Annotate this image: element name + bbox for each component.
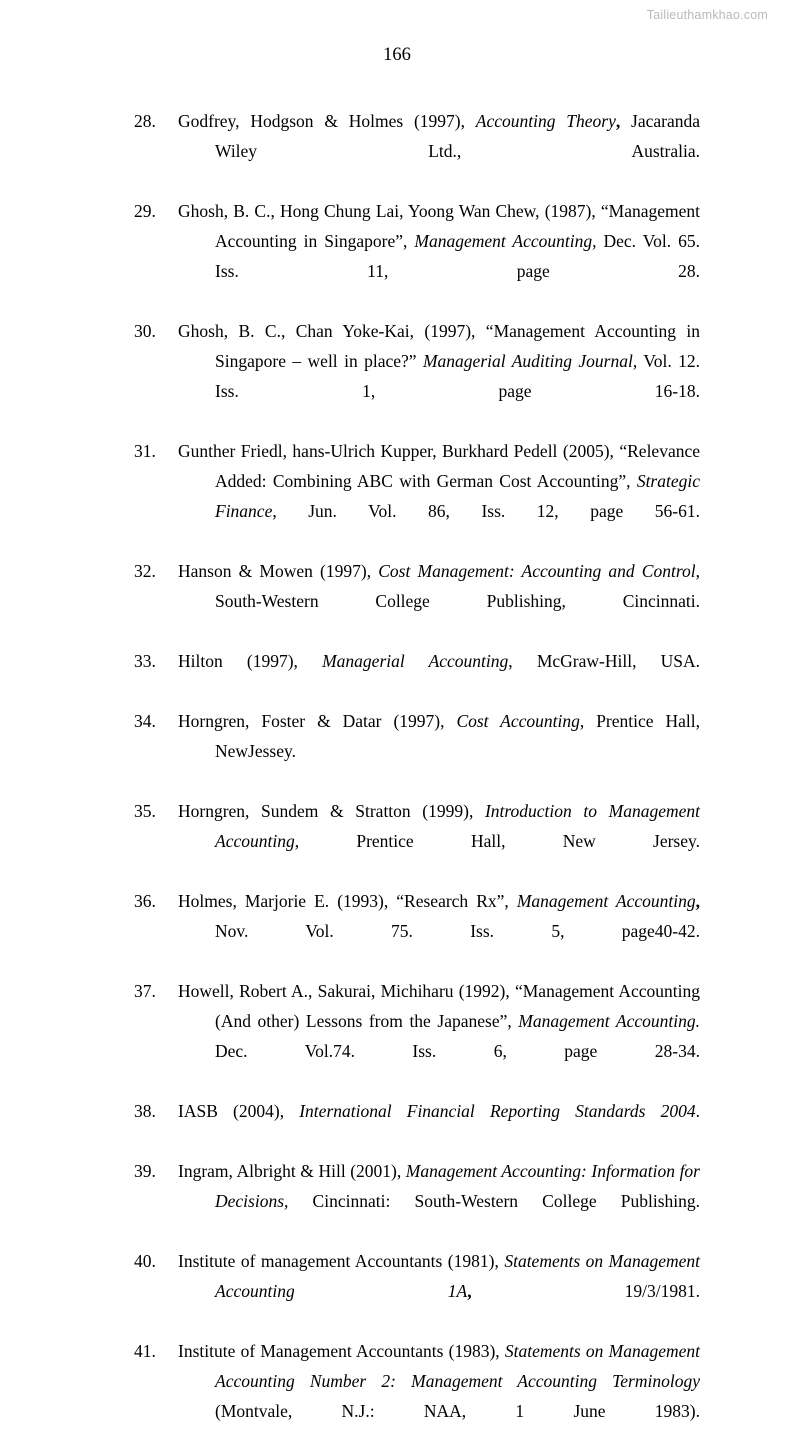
reference-entry bbox=[134, 106, 700, 196]
reference-text-segment: Statements on Management Accounting 1A bbox=[215, 1251, 700, 1301]
reference-text-segment: Cost Management: Accounting and Control bbox=[378, 561, 696, 581]
reference-text-segment: Godfrey, Hodgson & Holmes (1997), bbox=[178, 111, 476, 131]
reference-text-segment: Hilton (1997), bbox=[178, 651, 323, 671]
reference-text-segment: Management Accounting, bbox=[414, 231, 597, 251]
reference-number: 39. bbox=[134, 1161, 156, 1181]
reference-text-segment: Managerial Auditing Journal bbox=[422, 351, 633, 371]
reference-text-segment: Hanson & Mowen (1997), bbox=[178, 561, 379, 581]
reference-number: 38. bbox=[134, 1101, 156, 1121]
reference-text-segment: , South-Western College Publishing, Cincinnati. bbox=[215, 561, 700, 611]
reference-text bbox=[178, 1246, 700, 1336]
reference-text bbox=[178, 646, 700, 706]
reference-text-segment: Gunther Friedl, hans-Ulrich Kupper, Burkhard Pedell (2005), “Relevance Added: Combining ABC with German Cost Accounting”, bbox=[178, 441, 700, 491]
reference-number: 33. bbox=[134, 651, 156, 671]
reference-text bbox=[178, 886, 700, 976]
reference-number: 35. bbox=[134, 801, 156, 821]
reference-number: 29. bbox=[134, 201, 156, 221]
reference-text-segment: Institute of Management Accountants (1983), bbox=[178, 1341, 505, 1361]
reference-entry bbox=[134, 796, 700, 886]
reference-text-segment: Nov. Vol. 75. Iss. 5, page40-42. bbox=[215, 921, 700, 941]
reference-number: 31. bbox=[134, 441, 156, 461]
reference-text bbox=[178, 106, 700, 196]
reference-text-segment: , Prentice Hall, New Jersey. bbox=[294, 831, 700, 851]
reference-text-segment: . bbox=[695, 1101, 700, 1121]
reference-text-segment: Ghosh, B. C., Hong Chung Lai, Yoong Wan Chew, (1987), “Management Accounting in Singapore”, bbox=[178, 201, 700, 251]
reference-text-segment: , Jun. Vol. 86, Iss. 12, page 56-61. bbox=[272, 501, 700, 521]
reference-text-segment: , bbox=[467, 1281, 472, 1301]
reference-text-segment: , Prentice Hall, NewJessey. bbox=[215, 711, 700, 761]
reference-entry bbox=[134, 976, 700, 1096]
reference-text-segment: Accounting Theory bbox=[475, 111, 616, 131]
reference-text-segment: Strategic Finance bbox=[215, 471, 700, 521]
reference-list bbox=[134, 106, 700, 1456]
reference-text bbox=[178, 1156, 700, 1246]
site-watermark: Tailieuthamkhao.com bbox=[646, 8, 768, 22]
reference-text-segment: Dec. Vol.74. Iss. 6, page 28-34. bbox=[215, 1041, 700, 1061]
page-number: 166 bbox=[383, 45, 411, 65]
reference-entry bbox=[134, 316, 700, 436]
reference-number: 30. bbox=[134, 321, 156, 341]
reference-text-segment: Horngren, Foster & Datar (1997), bbox=[178, 711, 457, 731]
reference-text-segment: Ghosh, B. C., Chan Yoke-Kai, (1997), “Management Accounting in Singapore – well in place?” bbox=[178, 321, 700, 371]
reference-entry bbox=[134, 646, 700, 706]
reference-text-segment: Cincinnati: South-Western College Publishing. bbox=[288, 1191, 700, 1211]
reference-text-segment: , bbox=[695, 891, 700, 911]
reference-text-segment: Managerial Accounting bbox=[322, 651, 509, 671]
reference-text-segment: 19/3/1981. bbox=[471, 1281, 700, 1301]
reference-text bbox=[178, 796, 700, 886]
reference-text bbox=[178, 976, 700, 1096]
reference-text-segment: Cost Accounting bbox=[456, 711, 580, 731]
reference-number: 41. bbox=[134, 1341, 156, 1361]
reference-number: 28. bbox=[134, 111, 156, 131]
reference-text bbox=[178, 196, 700, 316]
reference-number: 34. bbox=[134, 711, 156, 731]
reference-number: 36. bbox=[134, 891, 156, 911]
reference-entry bbox=[134, 1246, 700, 1336]
reference-text bbox=[178, 706, 700, 796]
reference-number: 40. bbox=[134, 1251, 156, 1271]
reference-text bbox=[178, 316, 700, 436]
reference-entry bbox=[134, 556, 700, 646]
reference-entry bbox=[134, 706, 700, 796]
reference-number: 37. bbox=[134, 981, 156, 1001]
reference-text-segment: Jacaranda Wiley Ltd., Australia. bbox=[215, 111, 700, 161]
reference-text-segment: (Montvale, N.J.: NAA, 1 June 1983). bbox=[215, 1401, 700, 1421]
reference-entry bbox=[134, 436, 700, 556]
reference-text-segment: , McGraw-Hill, USA. bbox=[508, 651, 700, 671]
reference-text-segment: Institute of management Accountants (1981), bbox=[178, 1251, 505, 1271]
reference-text-segment: Management Accounting: Information for Decisions, bbox=[215, 1161, 700, 1211]
reference-text-segment: International Financial Reporting Standards 2004 bbox=[299, 1101, 696, 1121]
reference-text-segment: Introduction to Management Accounting bbox=[215, 801, 700, 851]
reference-number: 32. bbox=[134, 561, 156, 581]
reference-text-segment: , bbox=[615, 111, 621, 131]
reference-text-segment: Horngren, Sundem & Stratton (1999), bbox=[178, 801, 485, 821]
reference-text bbox=[178, 1096, 700, 1156]
reference-entry bbox=[134, 196, 700, 316]
reference-entry bbox=[134, 886, 700, 976]
reference-entry bbox=[134, 1096, 700, 1156]
reference-text-segment: Howell, Robert A., Sakurai, Michiharu (1992), “Management Accounting (And other) Lessons from the Japanese”, bbox=[178, 981, 700, 1031]
reference-text bbox=[178, 1336, 700, 1456]
reference-text-segment: Ingram, Albright & Hill (2001), bbox=[178, 1161, 406, 1181]
reference-text-segment: Dec. Vol. 65. Iss. 11, page 28. bbox=[215, 231, 700, 281]
reference-entry bbox=[134, 1336, 700, 1456]
reference-text-segment: Statements on Management Accounting Number 2: Management Accounting Terminology bbox=[215, 1341, 700, 1391]
reference-text bbox=[178, 436, 700, 556]
reference-text bbox=[178, 556, 700, 646]
reference-text-segment: Management Accounting bbox=[516, 891, 696, 911]
reference-text-segment: , Vol. 12. Iss. 1, page 16-18. bbox=[215, 351, 700, 401]
reference-entry bbox=[134, 1156, 700, 1246]
reference-text-segment: IASB (2004), bbox=[178, 1101, 300, 1121]
reference-text-segment: Holmes, Marjorie E. (1993), “Research Rx”, bbox=[178, 891, 517, 911]
reference-text-segment: Management Accounting. bbox=[518, 1011, 700, 1031]
